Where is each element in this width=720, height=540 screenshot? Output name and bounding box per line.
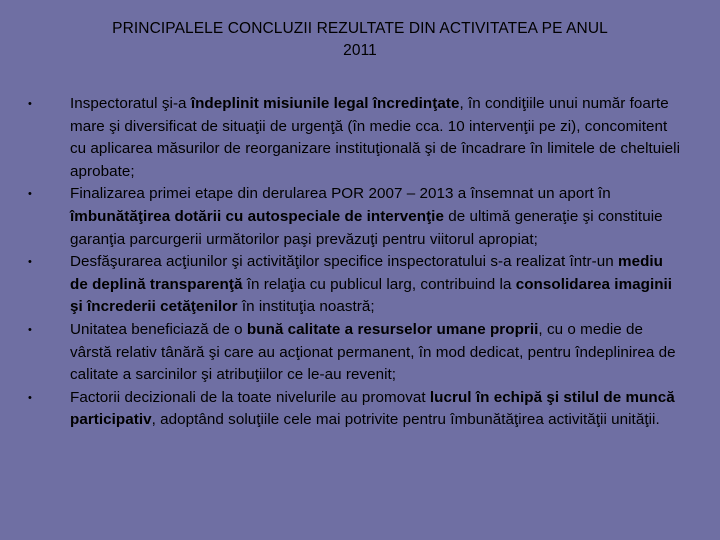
- bullet-text: , în condiţiile unui număr foarte mare şi diversificat de situaţii de urgenţă (în medie cca. 10 intervenţii pe zi), concomitent cu aplicarea măsurilor de reorganizare instituţională şi de încadrare în limitele de cheltuieli aprobate;: [70, 95, 681, 180]
- bullet-text: de ultimă generaţie şi constituie garanţia parcurgerii următorilor paşi prevăzuţi pentru viitorul apropiat;: [70, 207, 663, 248]
- bullet-text: în instituţia noastră;: [237, 298, 375, 316]
- bullet-list: [0, 93, 720, 432]
- bullet-item: [0, 251, 720, 319]
- bullet-text: Unitatea beneficiază de o: [70, 320, 247, 338]
- bullet-text-bold: bună calitate a resurselor umane proprii: [246, 320, 539, 338]
- bullet-item: [0, 93, 720, 183]
- bullet-text-bold: mediu de deplină transparenţă: [70, 253, 663, 293]
- bullet-marker: •: [28, 391, 32, 404]
- bullet-marker: •: [28, 256, 32, 269]
- bullet-text-bold: lucrul în echipă şi stilul de muncă participativ: [70, 388, 675, 429]
- bullet-text: Finalizarea primei etape din derularea POR 2007 – 2013 a însemnat un aport în: [70, 185, 611, 203]
- bullet-text: Factorii decizionali de la toate nivelurile au promovat: [70, 388, 430, 406]
- bullet-item: [0, 387, 720, 432]
- bullet-text: Inspectoratul şi-a: [70, 95, 191, 112]
- bullet-text: , cu o medie de vârstă relativ tânără şi care au acţionat permanent, în mod dedicat, pentru îndeplinirea de calitate a sarcinilor şi atribuţiilor ce le-au revenit;: [70, 320, 676, 384]
- bullet-text-bold: îndeplinit misiunile legal încredinţate: [190, 95, 460, 112]
- bullet-text: , adoptând soluţiile cele mai potrivite pentru îmbunătăţirea activităţii unităţii.: [151, 411, 660, 429]
- bullet-text: Desfăşurarea acţiunilor şi activităţilor specifice inspectoratului s-a realizat într-un: [70, 253, 619, 271]
- bullet-item: [0, 183, 720, 251]
- bullet-marker: •: [28, 98, 32, 110]
- slide-title: [40, 18, 680, 62]
- title-line-2: 2011: [343, 42, 377, 59]
- title-line-1: PRINCIPALELE CONCLUZII REZULTATE DIN ACTIVITATEA PE ANUL: [112, 20, 608, 37]
- bullet-text-bold: îmbunătăţirea dotării cu autospeciale de intervenţie: [70, 207, 444, 225]
- bullet-marker: •: [28, 188, 32, 201]
- bullet-text: în relaţia cu publicul larg, contribuind la: [242, 275, 516, 293]
- bullet-marker: •: [28, 323, 32, 336]
- bullet-text-bold: consolidarea imaginii şi încrederii cetăţenilor: [70, 275, 673, 316]
- bullet-item: [0, 319, 720, 387]
